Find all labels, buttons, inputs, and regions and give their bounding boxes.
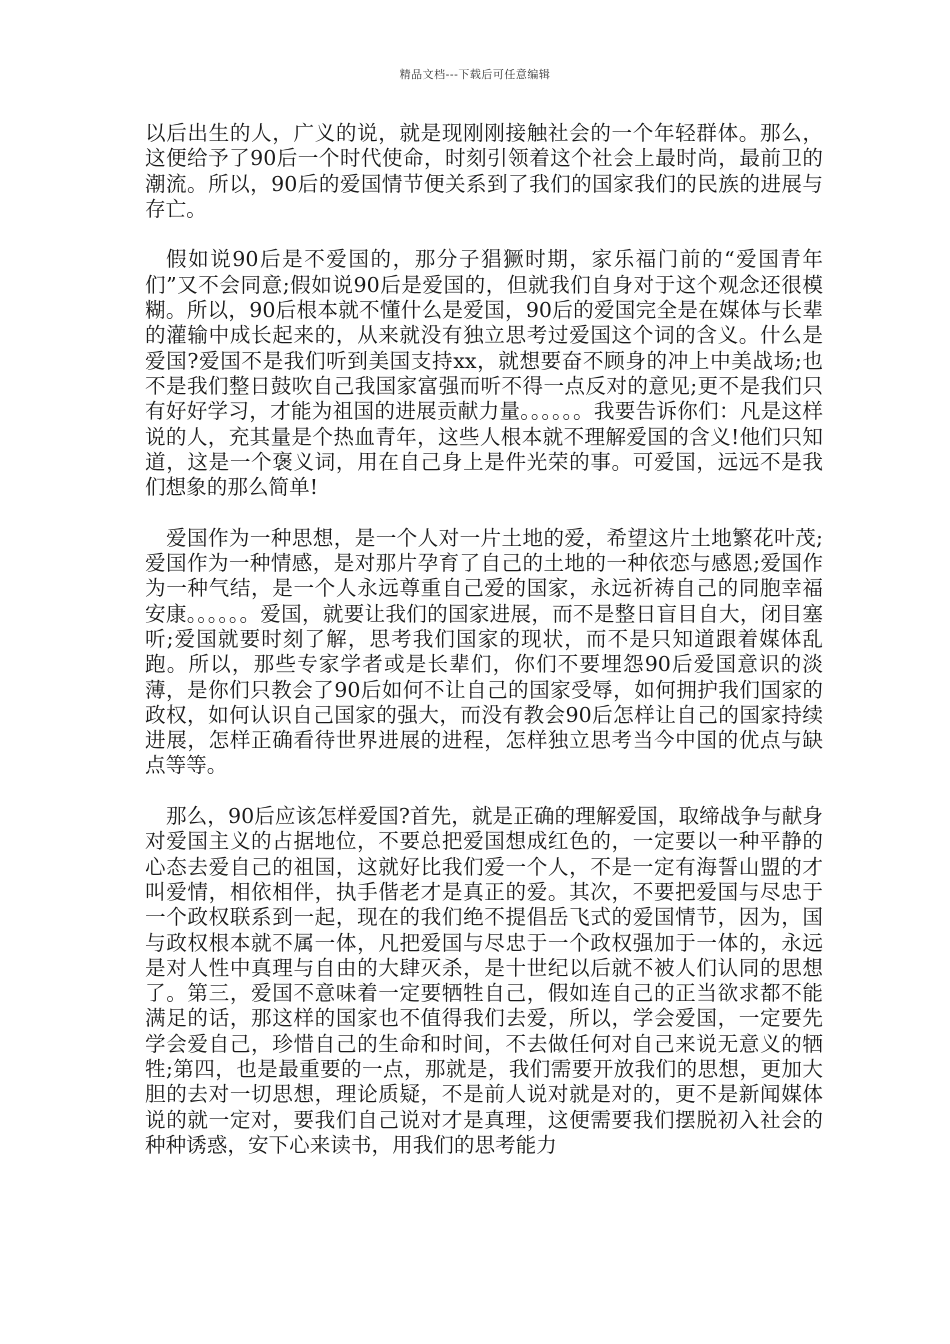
paragraph: 那么，90后应该怎样爱国?首先，就是正确的理解爱国，取缔战争与献身对爱国主义的占据地位，不要总把爱国想成红色的，一定要以一种平静的心态去爱自己的祖国，这就好比我们爱一个人，不是一定有海誓山盟的才叫爱情，相依相伴，执手偕老才是真正的爱。其次，不要把爱国与尽忠于一个政权联系到一起，现在的我们绝不提倡岳飞式的爱国情节，因为，国与政权根本就不属一体，凡把爱国与尽忠于一个政权强加于一体的，永远是对人性中真理与自由的大肆灭杀，是十世纪以后就不被人们认同的思想了。第三，爱国不意味着一定要牺牲自己，假如连自己的正当欲求都不能满足的话，那这样的国家也不值得我们去爱，所以，学会爱国，一定要先学会爱自己，珍惜自己的生命和时间，不去做任何对自己来说无意义的牺牲;第四，也是最重要的一点，那就是，我们需要开放我们的思想，更加大胆的去对一切思想，理论质疑，不是前人说对就是对的，更不是新闻媒体说的就一定对，要我们自己说对才是真理，这便需要我们摆脱初入社会的种种诱惑，安下心来读书，用我们的思考能力 xyxy=(145,804,823,1157)
page-header: 精品文档---下载后可任意编辑 xyxy=(399,68,551,81)
paragraph: 爱国作为一种思想，是一个人对一片土地的爱，希望这片土地繁花叶茂;爱国作为一种情感，是对那片孕育了自己的土地的一种依恋与感恩;爱国作为一种气结，是一个人永远尊重自己爱的国家，永远祈祷自己的同胞幸福安康。。。。。。爱国，就要让我们的国家进展，而不是整日盲目自大，闭目塞听;爱国就要时刻了解，思考我们国家的现状，而不是只知道跟着媒体乱跑。所以，那些专家学者或是长辈们，你们不要埋怨90后爱国意识的淡薄，是你们只教会了90后如何不让自己的国家受辱，如何拥护我们国家的政权，如何认识自己国家的强大，而没有教会90后怎样让自己的国家持续进展，怎样正确看待世界进展的进程，怎样独立思考当今中国的优点与缺点等等。 xyxy=(145,525,823,778)
paragraph-continuation: 以后出生的人，广义的说，就是现刚刚接触社会的一个年轻群体。那么，这便给予了90后一个时代使命，时刻引领着这个社会上最时尚，最前卫的潮流。所以，90后的爱国情节便关系到了我们的国家我们的民族的进展与存亡。 xyxy=(145,121,823,221)
document-body xyxy=(145,121,823,1158)
paragraph: 假如说90后是不爱国的，那分子猖獗时期，家乐福门前的“爱国青年们”又不会同意;假如说90后是爱国的，但就我们自身对于这个观念还很模糊。所以，90后根本就不懂什么是爱国，90后的爱国完全是在媒体与长辈的灌输中成长起来的，从来就没有独立思考过爱国这个词的含义。什么是爱国?爱国不是我们听到美国支持xx，就想要奋不顾身的冲上中美战场;也不是我们整日鼓吹自己我国家富强而听不得一点反对的意见;更不是我们只有好好学习，才能为祖国的进展贡献力量。。。。。。我要告诉你们：凡是这样说的人，充其量是个热血青年，这些人根本就不理解爱国的含义!他们只知道，这是一个褒义词，用在自己身上是件光荣的事。可爱国，远远不是我们想象的那么简单! xyxy=(145,247,823,500)
